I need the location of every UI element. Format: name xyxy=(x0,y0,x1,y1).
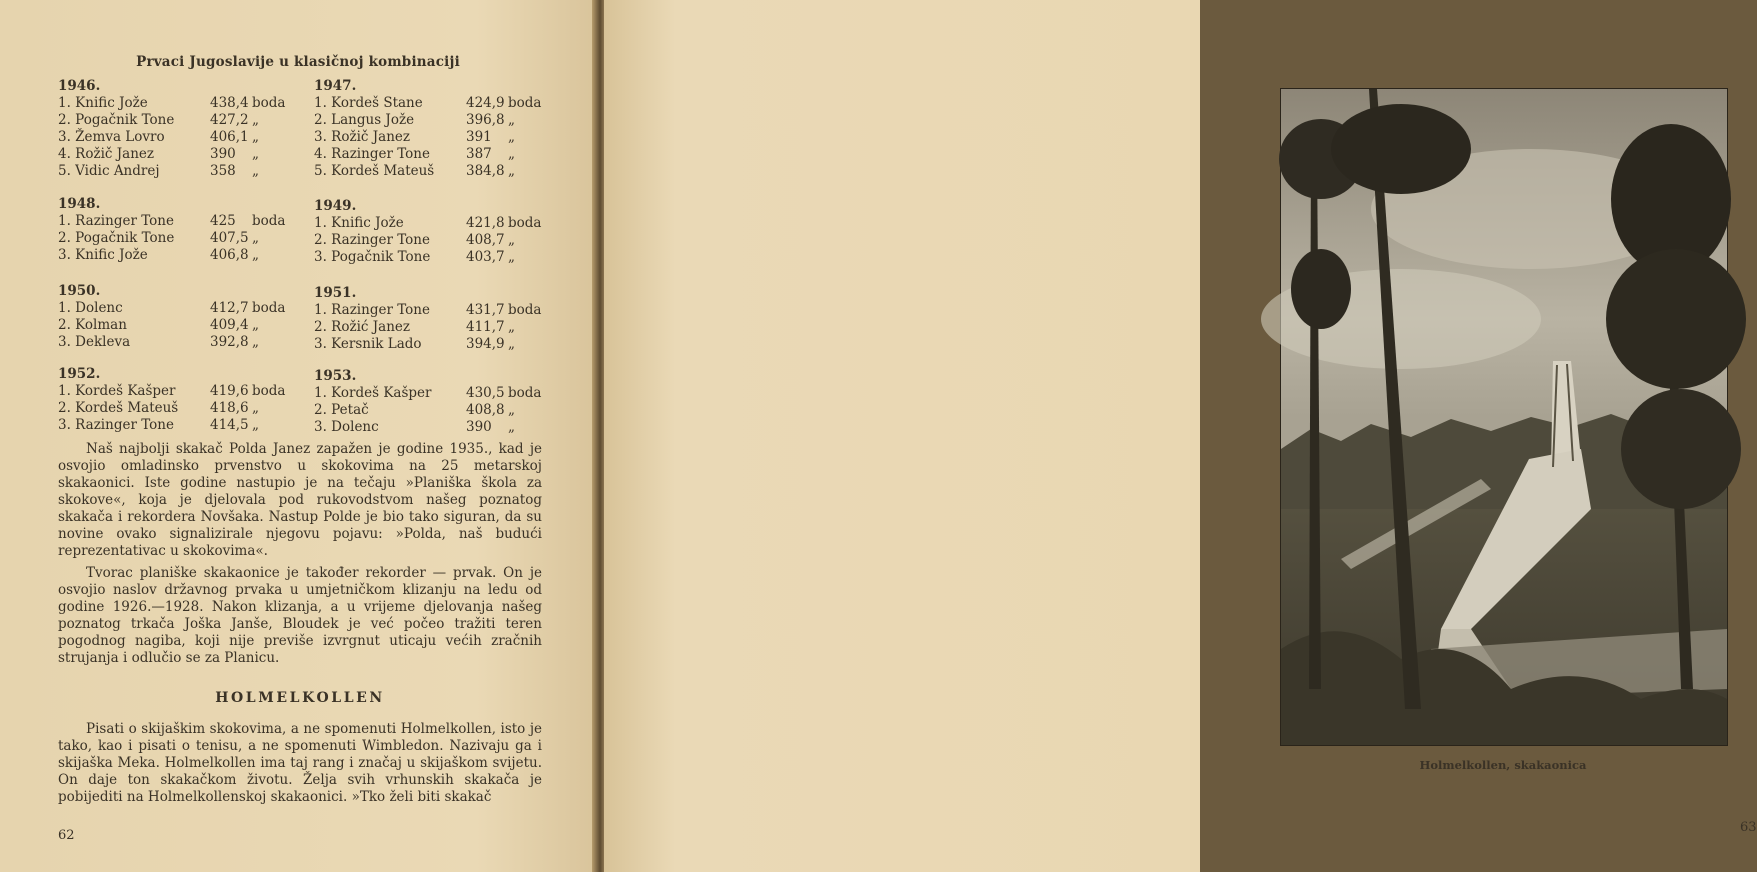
result-row xyxy=(314,129,552,146)
points-value: 419,6 xyxy=(210,383,249,399)
points-value: 431,7 xyxy=(466,302,505,318)
points-value: 421,8 xyxy=(466,215,505,231)
points-value: 396,8 xyxy=(466,112,505,128)
year-label: 1953. xyxy=(314,368,357,384)
results-block xyxy=(314,78,552,180)
points-value: 427,2 xyxy=(210,112,249,128)
athlete-name: 5. Vidic Andrej xyxy=(58,163,160,179)
paragraph-holmelkollen: Pisati o skijaškim skokovima, a ne spomenuti Holmelkollen, isto je tako, kao i pisati o tenisu, a ne spomenuti Wimbledon. Nazivaju ga i skijaška Meka. Holmelkollen ima taj rang i značaj u skijaškom svijetu. On daje ton skakačkom životu. Želja svih vrhunskih skakača je pobijediti na Holmelkollenskoj skakaonici. »Tko želi biti skakač xyxy=(58,721,542,805)
athlete-name: 3. Žemva Lovro xyxy=(58,129,165,145)
section-heading: HOLMELKOLLEN xyxy=(215,690,385,706)
athlete-name: 1. Razinger Tone xyxy=(314,302,430,318)
points-value: 407,5 xyxy=(210,230,249,246)
points-value: 412,7 xyxy=(210,300,249,316)
points-value: 384,8 xyxy=(466,163,505,179)
result-row xyxy=(58,383,296,400)
points-value: 409,4 xyxy=(210,317,249,333)
athlete-name: 3. Knific Jože xyxy=(58,247,148,263)
points-unit: boda xyxy=(508,385,542,401)
result-row xyxy=(58,317,296,334)
athlete-name: 2. Kordeš Mateuš xyxy=(58,400,179,416)
table-title: Prvaci Jugoslavije u klasičnoj kombinaciji xyxy=(136,54,460,70)
points-unit: „ xyxy=(508,249,515,265)
points-value: 430,5 xyxy=(466,385,505,401)
ski-jump-photo xyxy=(1280,88,1728,746)
result-row xyxy=(58,129,296,146)
results-block xyxy=(314,285,552,353)
result-row xyxy=(314,419,552,436)
result-row xyxy=(314,95,552,112)
athlete-name: 1. Kordeš Stane xyxy=(314,95,423,111)
year-label: 1951. xyxy=(314,285,357,301)
points-value: 406,1 xyxy=(210,129,249,145)
points-unit: boda xyxy=(508,215,542,231)
athlete-name: 3. Kersnik Lado xyxy=(314,336,422,352)
points-value: 394,9 xyxy=(466,336,505,352)
result-row xyxy=(58,146,296,163)
points-unit: „ xyxy=(252,400,259,416)
result-row xyxy=(314,249,552,266)
points-value: 391 xyxy=(466,129,492,145)
points-value: 406,8 xyxy=(210,247,249,263)
athlete-name: 2. Petač xyxy=(314,402,369,418)
result-row xyxy=(58,213,296,230)
athlete-name: 1. Kordeš Kašper xyxy=(314,385,432,401)
athlete-name: 1. Knific Jože xyxy=(58,95,148,111)
points-unit: „ xyxy=(508,232,515,248)
right-page xyxy=(604,0,1757,872)
points-unit: boda xyxy=(252,213,286,229)
year-label: 1952. xyxy=(58,366,101,382)
points-unit: „ xyxy=(252,129,259,145)
points-unit: „ xyxy=(252,112,259,128)
page-number-right: 63 xyxy=(1740,820,1757,835)
athlete-name: 2. Rožić Janez xyxy=(314,319,411,335)
points-unit: „ xyxy=(252,146,259,162)
result-row xyxy=(58,163,296,180)
result-row xyxy=(58,300,296,317)
points-value: 403,7 xyxy=(466,249,505,265)
points-value: 411,7 xyxy=(466,319,505,335)
athlete-name: 3. Dolenc xyxy=(314,419,379,435)
points-unit: „ xyxy=(508,146,515,162)
year-label: 1948. xyxy=(58,196,101,212)
athlete-name: 3. Dekleva xyxy=(58,334,131,350)
result-row xyxy=(58,95,296,112)
athlete-name: 1. Dolenc xyxy=(58,300,123,316)
points-unit: „ xyxy=(508,163,515,179)
athlete-name: 3. Rožič Janez xyxy=(314,129,411,145)
points-value: 387 xyxy=(466,146,492,162)
result-row xyxy=(58,112,296,129)
athlete-name: 2. Pogačnik Tone xyxy=(58,230,175,246)
athlete-name: 2. Pogačnik Tone xyxy=(58,112,175,128)
result-row xyxy=(314,336,552,353)
points-unit: „ xyxy=(252,417,259,433)
points-unit: „ xyxy=(508,319,515,335)
points-value: 390 xyxy=(466,419,492,435)
result-row xyxy=(314,215,552,232)
result-row xyxy=(314,146,552,163)
points-value: 358 xyxy=(210,163,236,179)
athlete-name: 2. Langus Jože xyxy=(314,112,415,128)
points-unit: boda xyxy=(508,302,542,318)
results-block xyxy=(58,78,296,180)
points-unit: boda xyxy=(508,95,542,111)
year-label: 1950. xyxy=(58,283,101,299)
result-row xyxy=(314,232,552,249)
result-row xyxy=(314,385,552,402)
page-number-left: 62 xyxy=(58,828,75,843)
points-unit: „ xyxy=(508,336,515,352)
athlete-name: 5. Kordeš Mateuš xyxy=(314,163,435,179)
results-block xyxy=(314,368,552,436)
result-row xyxy=(58,230,296,247)
result-row xyxy=(314,302,552,319)
year-label: 1949. xyxy=(314,198,357,214)
points-unit: boda xyxy=(252,383,286,399)
points-value: 392,8 xyxy=(210,334,249,350)
result-row xyxy=(58,400,296,417)
result-row xyxy=(314,402,552,419)
points-unit: „ xyxy=(252,230,259,246)
left-page xyxy=(0,0,596,872)
points-unit: boda xyxy=(252,300,286,316)
result-row xyxy=(58,334,296,351)
results-block xyxy=(58,196,296,264)
athlete-name: 3. Pogačnik Tone xyxy=(314,249,431,265)
result-row xyxy=(58,417,296,434)
points-unit: „ xyxy=(508,112,515,128)
points-value: 408,7 xyxy=(466,232,505,248)
results-block xyxy=(314,198,552,266)
points-unit: „ xyxy=(508,129,515,145)
points-unit: „ xyxy=(252,334,259,350)
points-value: 424,9 xyxy=(466,95,505,111)
result-row xyxy=(314,163,552,180)
paragraph-polda: Naš najbolji skakač Polda Janez zapažen je godine 1935., kad je osvojio omladinsko prvenstvo u skokovima na 25 metarskoj skakaonici. Iste godine nastupio je na tečaju »Planiška škola za skokove«, koja je djelovala pod rukovodstvom našeg poznatog skakača i rekordera Novšaka. Nastup Polde je bio tako siguran, da su novine ovako signalizirale njegovu pojavu: »Polda, naš budući reprezentativac u skokovima«. xyxy=(58,441,542,559)
result-row xyxy=(314,112,552,129)
points-unit: „ xyxy=(252,247,259,263)
points-value: 408,8 xyxy=(466,402,505,418)
photo-caption: Holmelkollen, skakaonica xyxy=(1419,758,1587,772)
result-row xyxy=(314,319,552,336)
results-block xyxy=(58,283,296,351)
year-label: 1947. xyxy=(314,78,357,94)
athlete-name: 4. Razinger Tone xyxy=(314,146,430,162)
points-unit: „ xyxy=(508,402,515,418)
athlete-name: 1. Knific Jože xyxy=(314,215,404,231)
athlete-name: 2. Razinger Tone xyxy=(314,232,430,248)
results-block xyxy=(58,366,296,434)
athlete-name: 1. Razinger Tone xyxy=(58,213,174,229)
points-unit: „ xyxy=(252,163,259,179)
athlete-name: 1. Kordeš Kašper xyxy=(58,383,176,399)
athlete-name: 2. Kolman xyxy=(58,317,127,333)
points-unit: boda xyxy=(252,95,286,111)
points-value: 390 xyxy=(210,146,236,162)
athlete-name: 3. Razinger Tone xyxy=(58,417,174,433)
points-value: 418,6 xyxy=(210,400,249,416)
points-value: 425 xyxy=(210,213,236,229)
points-value: 438,4 xyxy=(210,95,249,111)
paragraph-planica: Tvorac planiške skakaonice je također rekorder — prvak. On je osvojio naslov državnog prvaka u umjetničkom klizanju na ledu od godine 1926.—1928. Nakon klizanja, a u vrijeme djelovanja našeg poznatog trkača Joška Janše, Bloudek je već počeo tražiti teren pogodnog nagiba, koji nije previše izvrgnut uticaju većih zračnih strujanja i odlučio se za Planicu. xyxy=(58,565,542,666)
athlete-name: 4. Rožič Janez xyxy=(58,146,155,162)
year-label: 1946. xyxy=(58,78,101,94)
points-unit: „ xyxy=(252,317,259,333)
points-unit: „ xyxy=(508,419,515,435)
points-value: 414,5 xyxy=(210,417,249,433)
result-row xyxy=(58,247,296,264)
